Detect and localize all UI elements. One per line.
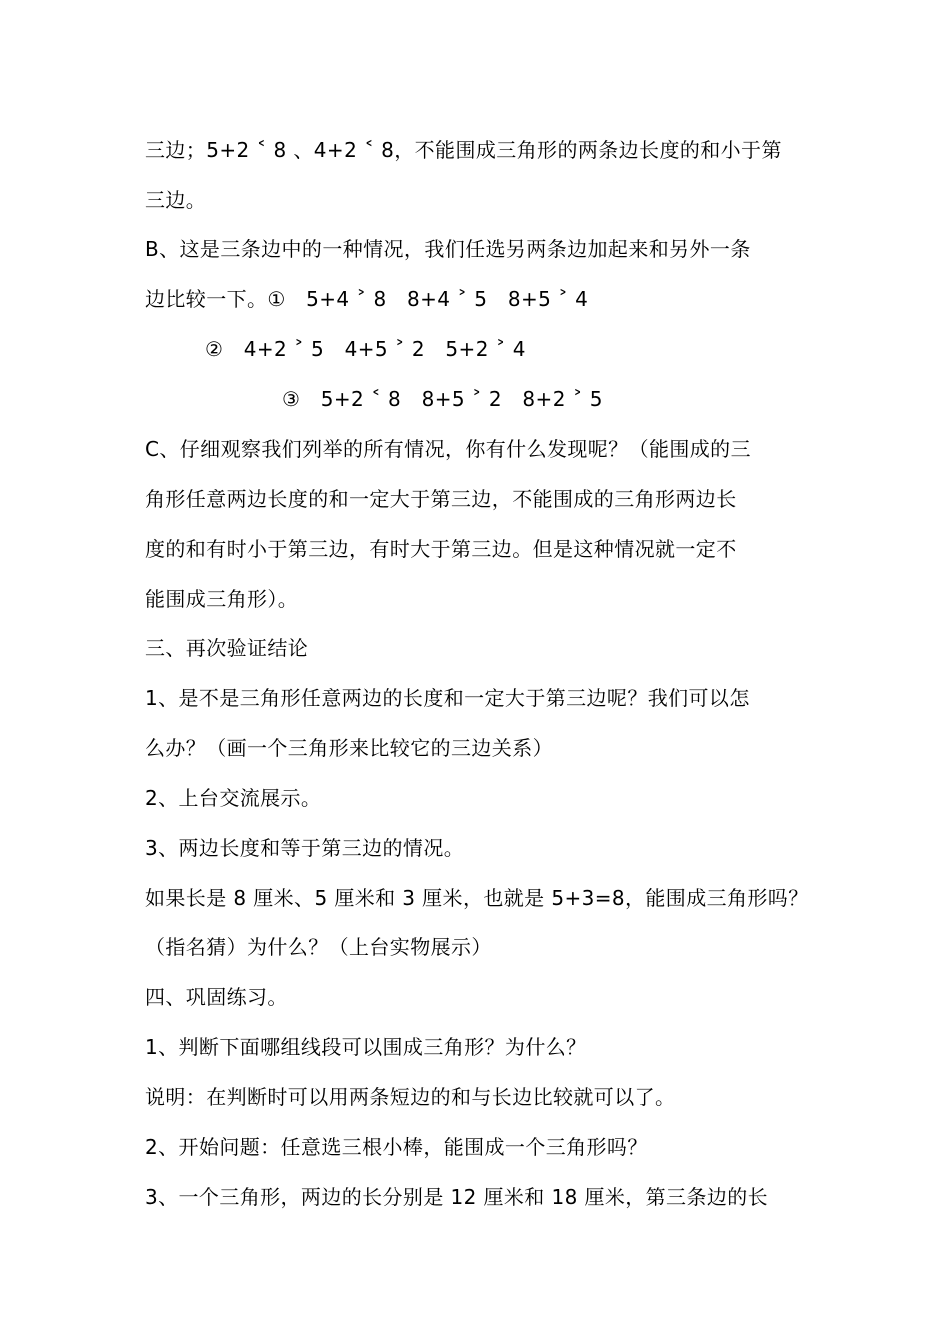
text-line: 2、开始问题：任意选三根小棒，能围成一个三角形吗？ — [145, 1135, 648, 1159]
section-heading: 三、再次验证结论 — [145, 636, 309, 660]
text-line: ② 4+2 ˃ 5 4+5 ˃ 2 5+2 ˃ 4 — [205, 337, 526, 361]
text-line: （指名猜）为什么？（上台实物展示） — [145, 935, 492, 959]
text-line: 能围成三角形）。 — [145, 587, 299, 611]
text-line: ③ 5+2 ˂ 8 8+5 ˃ 2 8+2 ˃ 5 — [282, 387, 603, 411]
text-line: 三边。 — [145, 188, 207, 212]
text-line: 边比较一下。① 5+4 ˃ 8 8+4 ˃ 5 8+5 ˃ 4 — [145, 287, 589, 311]
text-line: C、仔细观察我们列举的所有情况，你有什么发现呢？（能围成的三 — [145, 437, 751, 461]
text-line: 度的和有时小于第三边，有时大于第三边。但是这种情况就一定不 — [145, 537, 737, 561]
text-line: B、这是三条边中的一种情况，我们任选另两条边加起来和另外一条 — [145, 237, 751, 261]
text-line: 3、一个三角形，两边的长分别是 12 厘米和 18 厘米，第三条边的长 — [145, 1185, 769, 1209]
text-line: 3、两边长度和等于第三边的情况。 — [145, 836, 465, 860]
text-line: 三边；5+2 ˂ 8 、4+2 ˂ 8，不能围成三角形的两条边长度的和小于第 — [145, 138, 782, 162]
text-line: 1、是不是三角形任意两边的长度和一定大于第三边呢？我们可以怎 — [145, 686, 750, 710]
text-line: 么办？（画一个三角形来比较它的三边关系） — [145, 736, 553, 760]
text-line: 角形任意两边长度的和一定大于第三边，不能围成的三角形两边长 — [145, 487, 737, 511]
text-line: 2、上台交流展示。 — [145, 786, 322, 810]
text-line: 1、判断下面哪组线段可以围成三角形？为什么？ — [145, 1035, 587, 1059]
text-line: 如果长是 8 厘米、5 厘米和 3 厘米，也就是 5+3=8，能围成三角形吗？ — [145, 886, 809, 910]
section-heading: 四、巩固练习。 — [145, 985, 288, 1009]
text-line: 说明：在判断时可以用两条短边的和与长边比较就可以了。 — [145, 1085, 676, 1109]
